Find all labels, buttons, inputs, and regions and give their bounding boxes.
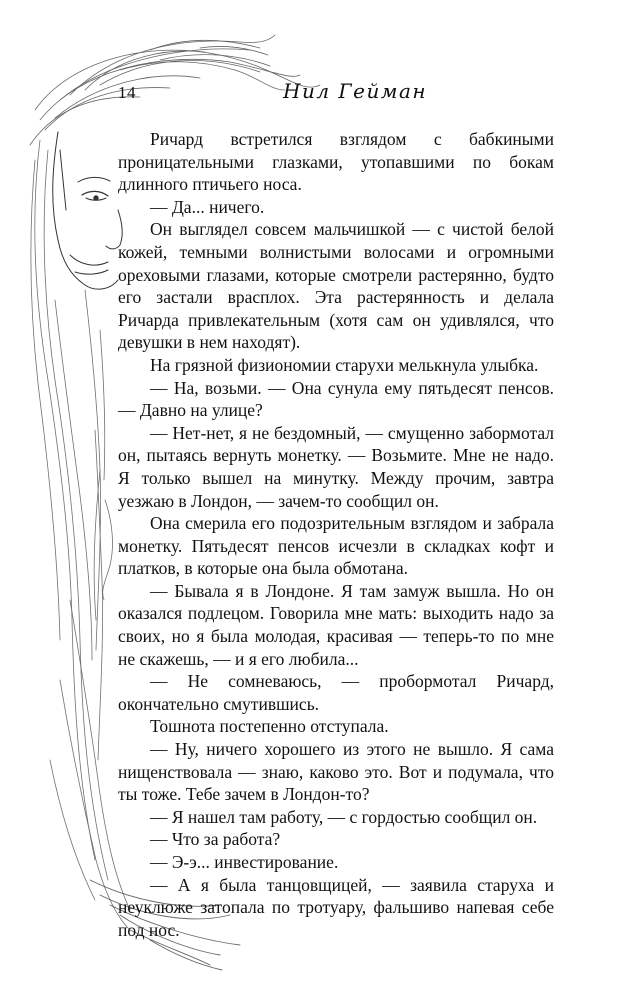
paragraph: — Э-э... инвестирование.	[150, 852, 339, 872]
paragraph: Ричард встретился взглядом с бабкиными проницательными глазками, утопавшими по бокам длинного птичьего носа.	[118, 129, 554, 195]
page-number: 14	[118, 83, 136, 102]
paragraph: — Бывала я в Лондоне. Я там замуж вышла. Но он оказался подлецом. Говорила мне мать: выходить надо за своих, но я была молодая, красивая — теперь-то по мне не скажешь, — и я его любила...	[118, 580, 554, 669]
paragraph: — Я нашел там работу, — с гордостью сообщил он.	[150, 806, 538, 827]
paragraph: — На, возьми. — Она сунула ему пятьдесят пенсов. — Давно на улице?	[118, 377, 554, 421]
paragraph: — Ну, ничего хорошего из этого не вышло. Я сама нищенствовала — знаю, каково это. Вот и подумала, что ты тоже. Тебе зачем в Лондон-то?	[118, 739, 554, 805]
paragraph: Она смерила его подозрительным взглядом и забрала монетку. Пятьдесят пенсов исчезли в складках кофт и платков, в которые она была обмотана.	[118, 513, 554, 579]
paragraph: — Да... ничего.	[150, 196, 265, 217]
paragraph: — Не сомневаюсь, — пробормотал Ричард, окончательно смутившись.	[118, 671, 554, 714]
paragraph: Тошнота постепенно отступала.	[150, 716, 389, 737]
author-name: Нил Гейман	[283, 79, 428, 103]
face-sketch	[53, 132, 122, 289]
body-text	[118, 128, 554, 941]
paragraph: На грязной физиономии старухи мелькнула улыбка.	[150, 354, 539, 375]
hair-strands-left	[31, 140, 130, 930]
paragraph: Он выглядел совсем мальчишкой — с чистой белой кожей, темными волнистыми волосами и огромными ореховыми глазами, которые смотрели растерянно, будто его застали врасплох. Эта растерянность и делала Ричарда привлекательным (хотя сам он удивлялся, что девушки в нем находят).	[118, 219, 554, 353]
paragraph: — А я была танцовщицей, — заявила старуха и неуклюже затопала по тротуару, фальшиво напевая себе под нос.	[118, 874, 554, 940]
paragraph: — Нет-нет, я не бездомный, — смущенно забормотал он, пытаясь вернуть монетку. — Возьмите. Мне не надо. Я только вышел на минутку. Между прочим, завтра уезжаю в Лондон, — зачем-то сообщил он.	[118, 422, 554, 511]
paragraph: — Что за работа?	[150, 829, 281, 850]
